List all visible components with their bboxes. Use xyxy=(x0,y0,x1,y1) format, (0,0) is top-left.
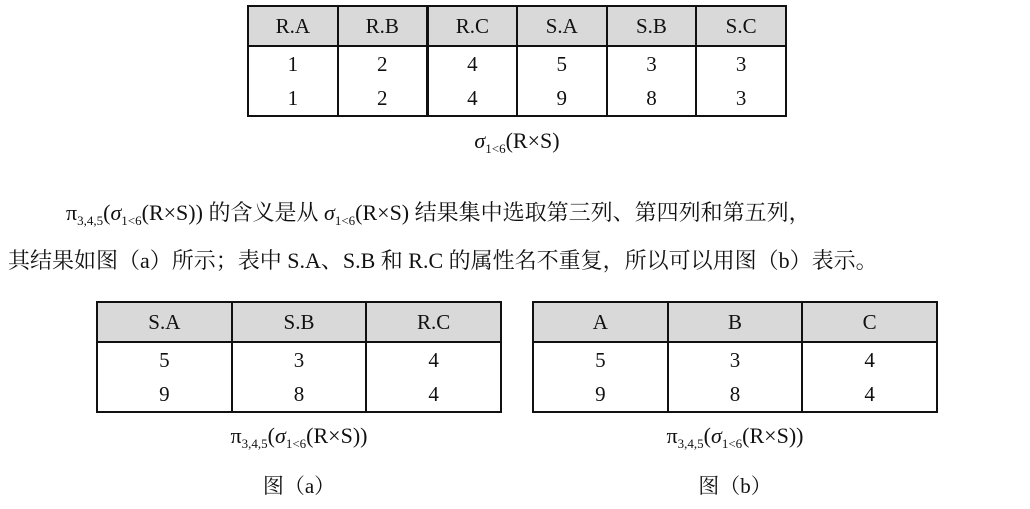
table-cell: 8 xyxy=(668,377,803,412)
column-header: B xyxy=(668,302,803,342)
table-cell: 4 xyxy=(366,377,501,412)
table-b-caption xyxy=(532,423,938,452)
selection-condition: 1<6 xyxy=(121,213,142,228)
column-header: S.C xyxy=(696,6,786,46)
caption-expression: (R×S)) xyxy=(306,423,368,448)
sigma-symbol: σ xyxy=(474,128,486,153)
table-cell: 2 xyxy=(338,81,428,116)
column-header: A xyxy=(533,302,668,342)
explanation-paragraph xyxy=(8,198,1024,236)
table-cell: 5 xyxy=(97,342,232,377)
projection-table-a xyxy=(96,301,502,413)
table-row xyxy=(248,81,786,116)
table-cell: 3 xyxy=(232,342,367,377)
table-row xyxy=(97,377,501,412)
table-cell: 9 xyxy=(517,81,607,116)
paragraph-text: 结果集中选取第三列、第四列和第五列， xyxy=(409,200,811,225)
selection-condition: 1<6 xyxy=(721,436,743,451)
projection-columns: 3,4,5 xyxy=(241,436,268,451)
column-header: C xyxy=(802,302,937,342)
open-paren: ( xyxy=(267,423,275,448)
table-row xyxy=(533,342,937,377)
table-cell: 9 xyxy=(97,377,232,412)
table-cell: 9 xyxy=(533,377,668,412)
column-header: S.B xyxy=(232,302,367,342)
expression: (R×S)) xyxy=(141,200,203,225)
table-cell: 8 xyxy=(232,377,367,412)
table-cell: 2 xyxy=(338,46,428,81)
projection-table-b xyxy=(532,301,938,413)
column-header: R.A xyxy=(248,6,338,46)
paragraph-text: 的含义是从 xyxy=(202,200,324,225)
open-paren: ( xyxy=(703,423,711,448)
column-header: R.C xyxy=(366,302,501,342)
explanation-paragraph-line2 xyxy=(8,246,1024,276)
top-table-caption xyxy=(247,128,787,157)
table-cell: 4 xyxy=(802,342,937,377)
table-cell: 4 xyxy=(427,81,517,116)
cartesian-product-table xyxy=(247,5,787,117)
table-a-caption xyxy=(96,423,502,452)
table-cell: 1 xyxy=(248,46,338,81)
table-row xyxy=(533,377,937,412)
column-header: S.A xyxy=(517,6,607,46)
table-cell: 3 xyxy=(696,81,786,116)
sigma-symbol: σ xyxy=(274,423,286,448)
table-cell: 3 xyxy=(668,342,803,377)
projection-columns: 3,4,5 xyxy=(677,436,704,451)
column-header: S.A xyxy=(97,302,232,342)
table-header-row xyxy=(533,302,937,342)
open-paren: ( xyxy=(103,200,111,225)
pi-symbol: π xyxy=(230,423,242,448)
table-row xyxy=(97,342,501,377)
projection-columns: 3,4,5 xyxy=(77,213,104,228)
table-cell: 4 xyxy=(366,342,501,377)
sigma-symbol: σ xyxy=(110,200,122,225)
selection-condition: 1<6 xyxy=(285,436,307,451)
sigma-symbol: σ xyxy=(710,423,722,448)
selection-condition: 1<6 xyxy=(334,213,356,228)
table-header-row xyxy=(97,302,501,342)
column-header: R.B xyxy=(338,6,428,46)
table-cell: 3 xyxy=(607,46,697,81)
selection-condition: 1<6 xyxy=(485,141,506,156)
table-cell: 1 xyxy=(248,81,338,116)
sigma-symbol: σ xyxy=(323,200,335,225)
figure-label-a: 图（a） xyxy=(262,474,336,498)
caption-expression: (R×S) xyxy=(505,128,560,153)
expression: (R×S) xyxy=(355,200,410,225)
table-cell: 5 xyxy=(533,342,668,377)
table-row xyxy=(248,46,786,81)
table-header-row xyxy=(248,6,786,46)
pi-symbol: π xyxy=(666,423,678,448)
table-cell: 5 xyxy=(517,46,607,81)
column-header: S.B xyxy=(607,6,697,46)
pi-symbol: π xyxy=(66,200,78,225)
table-cell: 8 xyxy=(607,81,697,116)
table-cell: 4 xyxy=(802,377,937,412)
column-header: R.C xyxy=(427,6,517,46)
table-cell: 3 xyxy=(696,46,786,81)
figure-label-b: 图（b） xyxy=(698,474,772,498)
caption-expression: (R×S)) xyxy=(742,423,804,448)
paragraph-text: 其结果如图（a）所示；表中 S.A、S.B 和 R.C 的属性名不重复，所以可以用图（b）表示。 xyxy=(8,248,878,273)
table-cell: 4 xyxy=(427,46,517,81)
